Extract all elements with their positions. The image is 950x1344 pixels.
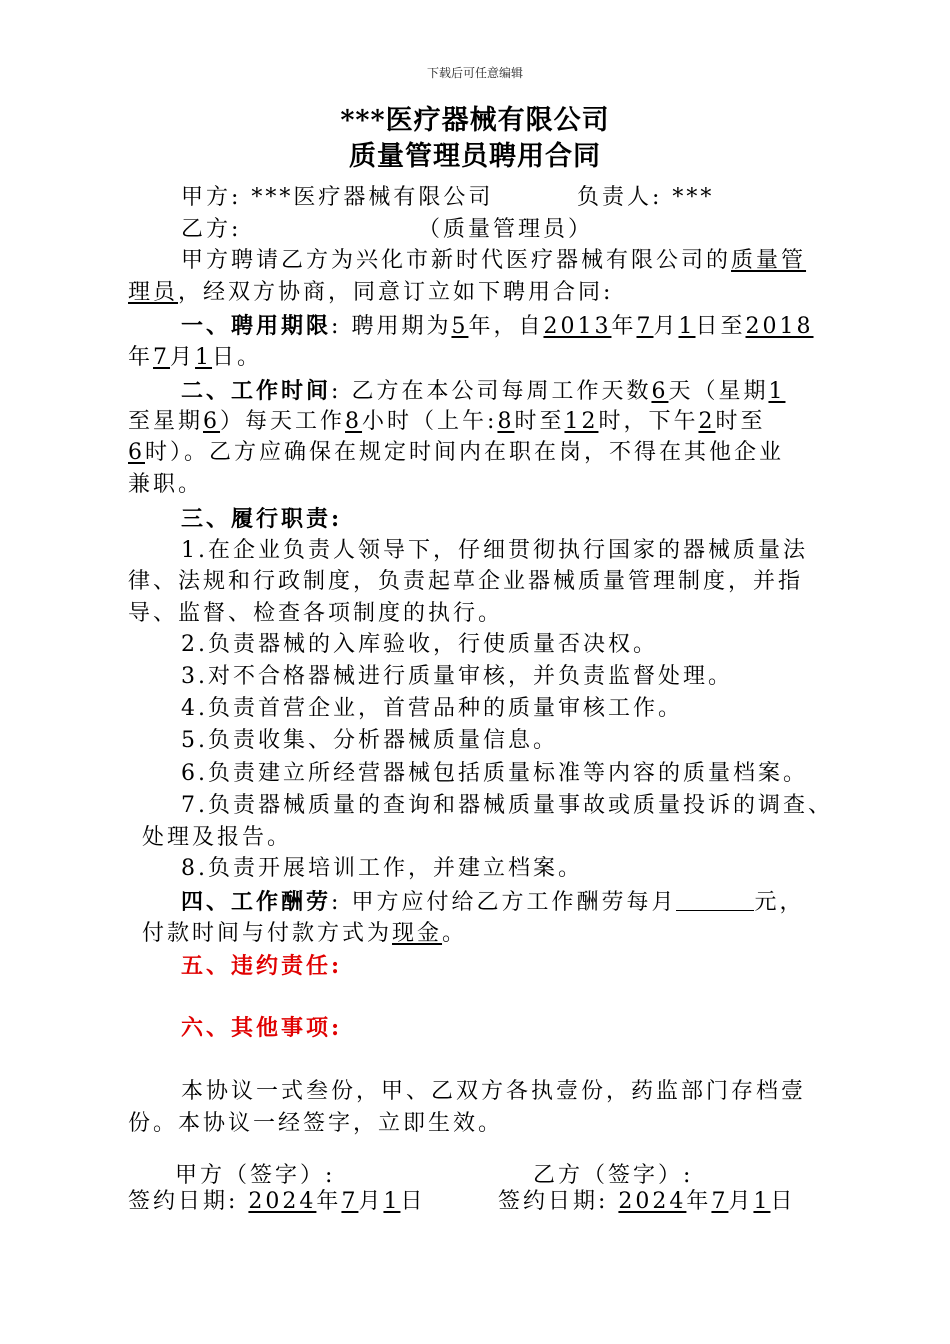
term-text: 月: [653, 314, 679, 339]
pay-amount-blank: [676, 888, 754, 911]
hours-am-end: 12: [564, 409, 599, 434]
leader-label: 负责人:: [577, 185, 663, 210]
hours-am-start: 8: [497, 409, 515, 434]
hours-heading: 二、工作时间: [181, 378, 332, 404]
company-title: ***医疗器械有限公司: [340, 105, 610, 136]
pay-text: 元，: [754, 890, 805, 915]
other-heading: 六、其他事项:: [181, 1015, 343, 1041]
party-a-line: [181, 182, 493, 214]
duty-1-line-3: 导、监督、检查各项制度的执行。: [128, 601, 504, 626]
term-text: 月: [170, 345, 196, 370]
duty-1-line-2: 律、法规和行政制度，负责起草企业器械质量管理制度，并指: [128, 569, 804, 594]
hours-colon: :: [331, 379, 342, 404]
hours-to-day: 6: [203, 409, 221, 434]
date-month: 7: [711, 1189, 729, 1214]
date-text: 月: [358, 1189, 384, 1214]
date-text: 年: [686, 1189, 712, 1214]
closing-line-2: 份。本协议一经签字，立即生效。: [128, 1111, 504, 1136]
date-day: 1: [383, 1189, 401, 1214]
term-text: 年: [128, 345, 154, 370]
party-a-sign-date: [128, 1186, 425, 1218]
term-text: 日至: [695, 314, 746, 339]
hours-text: 时，下午: [598, 409, 699, 434]
intro-line-1: [181, 245, 806, 277]
term-colon: :: [331, 314, 342, 339]
hours-daily: 8: [345, 409, 363, 434]
duties-heading: 三、履行职责:: [181, 506, 343, 532]
date-text: 日: [770, 1189, 796, 1214]
hours-from-day: 1: [768, 379, 786, 404]
pay-line-2: [142, 918, 467, 950]
term-text: 年，自: [468, 314, 544, 339]
hours-text: 乙方在本公司每周工作天数: [351, 379, 652, 404]
duty-7-line-2: 处理及报告。: [142, 825, 293, 850]
hours-pm-end: 6: [128, 440, 145, 465]
date-day: 1: [753, 1189, 771, 1214]
hours-line-3: [128, 437, 784, 469]
hours-text: 时至: [514, 409, 565, 434]
term-text: 年: [611, 314, 637, 339]
hours-text: ）每天工作: [220, 409, 346, 434]
party-a-signature-label: 甲方（签字）:: [175, 1163, 336, 1188]
term-end-month: 7: [153, 345, 171, 370]
date-label: 签约日期:: [128, 1189, 239, 1214]
leader-name: ***: [672, 185, 715, 210]
pay-text: 。: [442, 921, 468, 946]
date-year: 2024: [618, 1189, 687, 1214]
term-start-month: 7: [636, 314, 654, 339]
term-end-day: 1: [195, 345, 213, 370]
hours-text: 时）。乙方应确保在规定时间内在职在岗，不得在其他企业: [145, 440, 785, 465]
date-text: 日: [400, 1189, 426, 1214]
duty-4: 4.负责首营企业，首营品种的质量审核工作。: [181, 696, 683, 721]
party-b-role: （质量管理员）: [418, 217, 594, 242]
term-line-2: [128, 342, 262, 374]
hours-days: 6: [651, 379, 669, 404]
party-b-sign-date: [498, 1186, 795, 1218]
date-text: 月: [728, 1189, 754, 1214]
duty-6: 6.负责建立所经营器械包括质量标准等内容的质量档案。: [181, 761, 808, 786]
duty-2: 2.负责器械的入库验收，行使质量否决权。: [181, 632, 658, 657]
intro-role-2: 理员: [128, 280, 179, 305]
hours-text: 小时（上午:: [362, 409, 498, 434]
party-b-label: 乙方:: [181, 217, 242, 242]
term-years: 5: [451, 314, 469, 339]
hours-text: 天（星期: [668, 379, 769, 404]
party-a-label: 甲方:: [181, 185, 242, 210]
intro-text: 甲方聘请乙方为兴化市新时代医疗器械有限公司的: [181, 248, 732, 273]
breach-heading: 五、违约责任:: [181, 953, 343, 979]
hours-pm-start: 2: [698, 409, 716, 434]
leader-line: [577, 182, 714, 214]
term-heading: 一、聘用期限: [181, 313, 332, 339]
intro-role-1: 质量管: [731, 248, 807, 273]
party-b-signature-label: 乙方（签字）:: [533, 1163, 694, 1188]
pay-line-1: [181, 886, 804, 919]
duty-5: 5.负责收集、分析器械质量信息。: [181, 728, 558, 753]
hours-line-1: [181, 375, 785, 408]
term-line-1: [181, 310, 814, 343]
pay-text: 甲方应付给乙方工作酬劳每月: [351, 890, 677, 915]
pay-heading: 四、工作酬劳: [181, 889, 332, 915]
closing-line-1: 本协议一式叁份，甲、乙双方各执壹份，药监部门存档壹: [181, 1079, 807, 1104]
duty-3: 3.对不合格器械进行质量审核，并负责监督处理。: [181, 664, 733, 689]
term-start-day: 1: [678, 314, 696, 339]
term-text: 聘用期为: [351, 314, 452, 339]
pay-method: 现金: [392, 921, 443, 946]
contract-title: 质量管理员聘用合同: [349, 141, 601, 172]
term-text: 日。: [212, 345, 263, 370]
duty-8: 8.负责开展培训工作，并建立档案。: [181, 856, 583, 881]
term-end-year: 2018: [745, 314, 814, 339]
date-month: 7: [341, 1189, 359, 1214]
duty-1-line-1: 1.在企业负责人领导下，仔细贯彻执行国家的器械质量法: [181, 538, 808, 563]
intro-line-2: [128, 277, 613, 309]
intro-text-2: ，经双方协商，同意订立如下聘用合同:: [178, 280, 614, 305]
term-start-year: 2013: [543, 314, 612, 339]
party-a-name: ***医疗器械有限公司: [251, 185, 494, 210]
date-label: 签约日期:: [498, 1189, 609, 1214]
pay-colon: :: [331, 890, 342, 915]
date-text: 年: [316, 1189, 342, 1214]
hours-line-2: [128, 406, 766, 438]
header-note: 下载后可任意编辑: [426, 66, 523, 80]
duty-7-line-1: 7.负责器械质量的查询和器械质量事故或质量投诉的调查、: [181, 793, 833, 818]
date-year: 2024: [248, 1189, 317, 1214]
hours-text: 时至: [715, 409, 766, 434]
pay-text: 付款时间与付款方式为: [142, 921, 393, 946]
hours-text: 至星期: [128, 409, 204, 434]
hours-line-4: 兼职。: [128, 472, 204, 497]
